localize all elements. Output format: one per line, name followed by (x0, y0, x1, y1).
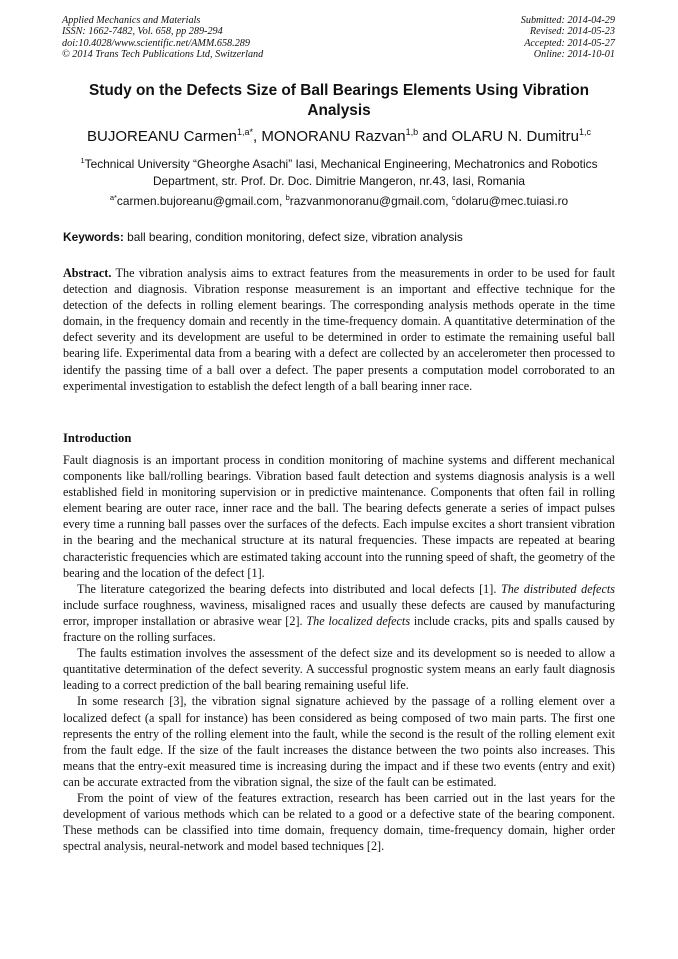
keywords (63, 229, 623, 245)
author-name: BUJOREANU Carmen (86, 128, 238, 145)
paragraph: In some research [3], the vibration signal signature achieved by the passage of a rolling element over a localized defect (a spall for instance) has been considered as being composed of two main parts. The first one represents the entry of the rolling element into the fault, while the second is the result of the rolling element exit from the fault edge. If the size of the fault increases the distance between the two points also increases. This means that the entry-exit measured time is increasing during the impact and if these two events (entry and exit) can be accurate extracted from the vibration signal, the size of the fault can be estimated. (63, 694, 615, 789)
date-accepted: Accepted: 2014-05-27 (524, 37, 615, 49)
introduction-heading: Introduction (63, 431, 132, 445)
author-name: MONORANU Razvan (261, 128, 406, 145)
author-affiliation-mark: 1,c (579, 127, 592, 137)
author-affiliation-mark: 1,a* (237, 127, 254, 137)
affiliation-mark: 1 (80, 156, 85, 165)
journal-info (62, 15, 382, 61)
author-emails: $^{a*}$carmen.bujoreanu@gmail.com, $^b$razvanmonoranu@gmail.com, $^c$dolaru@mec.tuiasi.ro (109, 193, 569, 208)
email-link[interactable]: dolaru@mec.tuiasi.ro (455, 194, 569, 208)
journal-issn: ISSN: 1662-7482, Vol. 658, pp 289-294 (62, 26, 223, 38)
affiliation-text: Technical University “Gheorghe Asachi” Iasi, Mechanical Engineering, Mechatronics and Robotics Department, str. Prof. Dr. Doc. Dimitrie Mangeron, nr.43, Iasi, Romania (84, 157, 598, 188)
abstract-label: Abstract. (63, 266, 112, 280)
author-list: BUJOREANU Carmen$^{1,a*}$, MONORANU Razvan$^{1,b}$ and OLARU N. Dumitru$^{1,c}$ (86, 127, 592, 145)
date-submitted: Submitted: 2014-04-29 (520, 15, 615, 26)
abstract (63, 265, 615, 394)
paper-title: Study on the Defects Size of Ball Bearings Elements Using Vibration Analysis (88, 82, 589, 119)
introduction-body (63, 452, 615, 854)
abstract-text: The vibration analysis aims to extract features from the measurements in order to be used for fault detection and diagnosis. Vibration response measurement is an important and effective technique for the detection of the defects in rolling element bearings. The corresponding analysis methods operate in the time domain, in the frequency domain and recently in the time-frequency domain. A quantitative determination of the defect severity and its development are useful to be determined in order to estimate the remaining useful ball bearing life. Experimental data from a bearing with a defect are collected by an accelerometer then processed to identify the passing time of a ball over a defect. The paper presents a computation model corroborated to an experimental investigation to establish the defect length of a ball bearing inner race. (63, 266, 615, 393)
keywords-text: ball bearing, condition monitoring, defect size, vibration analysis (123, 230, 463, 244)
paragraph: Fault diagnosis is an important process in condition monitoring of machine systems and different mechanical components like ball/rolling bearings. Vibration based fault detection and systems diagnosis analysis is a well established field in monitoring supervision or in predictive maintenance. Components that often fail in rolling element bearing are outer race, inner race and the ball. The bearing defects generate a series of impact pulses every time a running ball passes over the surfaces of the defects. Each impulse excites a short transient vibration in the bearing and the mechanical structure at its natural frequencies. These impacts are repeated at bearing characteristic frequencies which are estimated taking account into the running speed of shaft, the geometry of the bearing and the location of the defect [1]. (63, 453, 615, 580)
author-affiliation-mark: 1,b (405, 127, 419, 137)
email-link[interactable]: razvanmonoranu@gmail.com (289, 194, 446, 208)
submission-dates (415, 15, 615, 61)
date-revised: Revised: 2014-05-23 (529, 26, 615, 38)
date-online: Online: 2014-10-01 (533, 49, 615, 61)
journal-name: Applied Mechanics and Materials (62, 15, 201, 26)
paragraph: The faults estimation involves the assessment of the defect size and its development so is needed to allow a quantitative determination of the defect severity. A successful prognostic system means an early fault diagnosis leading to a correct prediction of the ball bearing remaining useful life. (63, 646, 615, 693)
paragraph: The literature categorized the bearing defects into distributed and local defects [1]. The distributed defects include surface roughness, waviness, misaligned races and usually these defects are caused by manufacturing error, improper installation or abrasive wear [2]. The localized defects include cracks, pits and spalls caused by fracture on the rolling surfaces. (63, 581, 615, 645)
journal-copyright: © 2014 Trans Tech Publications Ltd, Switzerland (62, 49, 264, 61)
author-name: OLARU N. Dumitru (451, 128, 579, 145)
email-link[interactable]: carmen.bujoreanu@gmail.com (116, 194, 280, 208)
affiliation (50, 156, 628, 190)
keywords-label: Keywords: (63, 230, 124, 244)
journal-doi[interactable]: doi:10.4028/www.scientific.net/AMM.658.289 (62, 37, 250, 49)
paragraph: From the point of view of the features extraction, research has been carried out in the last years for the development of various methods which can be related to a good or a defective state of the bearing component. These methods can be classified into time domain, frequency domain, time-frequency domain, higher order spectral analysis, neural-network and model based techniques [2]. (63, 790, 615, 854)
